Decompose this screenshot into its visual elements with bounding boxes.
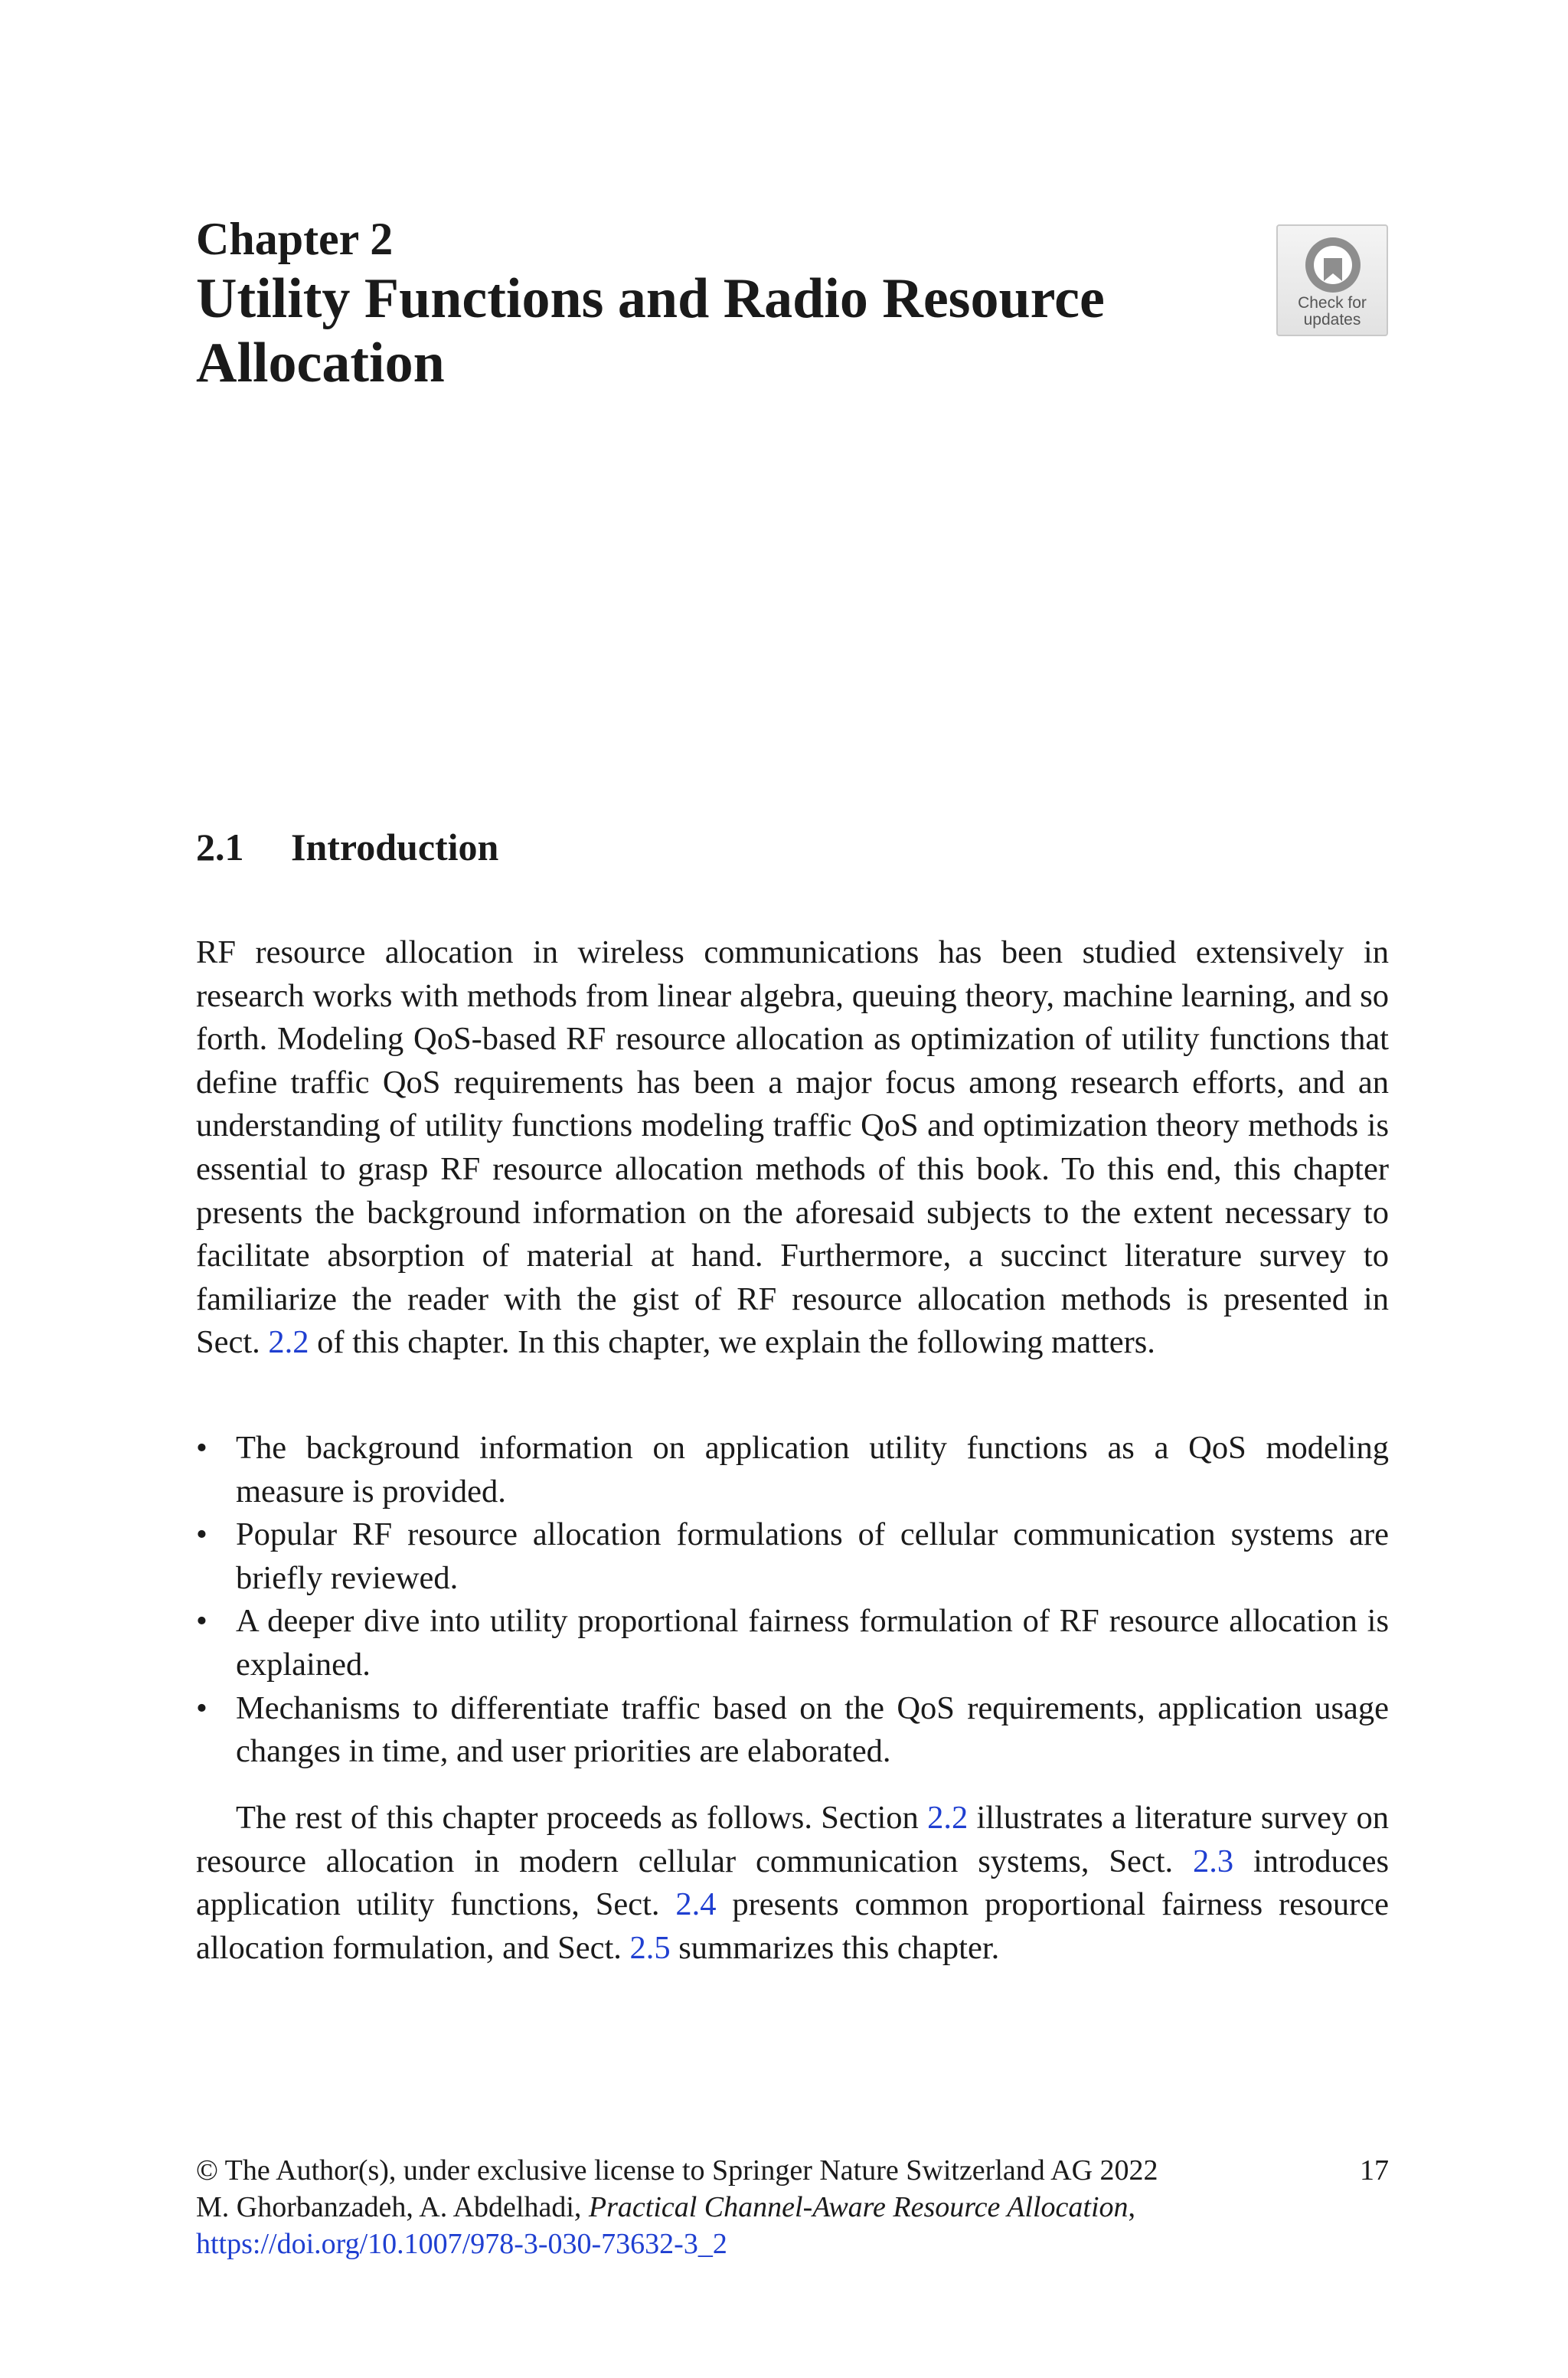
section-link-2-3[interactable]: 2.3 [1192,1843,1234,1879]
matters-list [196,1427,1389,1774]
chapter-title [196,267,1191,395]
doi-link[interactable]: https://doi.org/10.1007/978-3-030-73632-3_2 [196,2228,727,2260]
check-for-updates-icon [1303,235,1363,295]
citation-book-title: Practical Channel-Aware Resource Allocation [588,2191,1129,2223]
outline-text-2: illustrates a literature survey on resource allocation in modern cellular communication systems, Sect. [196,1800,1389,1879]
list-item-text: A deeper dive into utility proportional fairness formulation of RF resource allocation is explained. [236,1603,1389,1683]
chapter-title-line-2: Allocation [196,332,445,394]
badge-label-line-2: updates [1303,311,1361,329]
outline-text-1: The rest of this chapter proceeds as follows. Section [236,1800,928,1836]
intro-text-1: RF resource allocation in wireless communications has been studied extensively in research works with methods from linear algebra, queuing theory, machine learning, and so forth. Modeling QoS-based RF resource allocation as optimization of utility functions that define traffic QoS requirements has been a major focus among research efforts, and an understanding of utility functions modeling traffic QoS and optimization theory methods is essential to grasp RF resource allocation methods of this book. To this end, this chapter presents the background information on the aforesaid subjects to the extent necessary to facilitate absorption of material at hand. Furthermore, a succinct literature survey to familiarize the reader with the gist of RF resource allocation methods is presented in Sect. [196,934,1389,1361]
chapter-title-line-1: Utility Functions and Radio Resource [196,267,1105,330]
bullet-icon: • [196,1430,207,1466]
page-footer [196,2152,1389,2262]
outline-text-4: presents common proportional fairness resource allocation formulation, and Sect. [196,1886,1389,1966]
bullet-icon: • [196,1603,207,1640]
section-link-2-2[interactable]: 2.2 [927,1800,969,1836]
list-item [196,1687,1389,1774]
outline-paragraph [196,1797,1389,1970]
list-item-text: The background information on application utility functions as a QoS modeling measure is provided. [236,1430,1389,1510]
intro-paragraph [196,931,1389,1365]
section-link-2-2[interactable]: 2.2 [268,1324,309,1361]
check-for-updates-badge[interactable] [1276,224,1388,336]
bullet-icon: • [196,1516,207,1553]
copyright-line: © The Author(s), under exclusive license to Springer Nature Switzerland AG 2022 [196,2154,1158,2187]
citation-line [196,2189,1389,2226]
page-number: 17 [1360,2154,1389,2187]
bullet-icon: • [196,1689,207,1726]
section-heading [196,824,498,870]
badge-label-line-1: Check for [1298,294,1367,312]
list-item [196,1600,1389,1686]
section-link-2-5[interactable]: 2.5 [629,1929,671,1966]
list-item-text: Mechanisms to differentiate traffic based on the QoS requirements, application usage changes in time, and user priorities are elaborated. [236,1689,1389,1770]
badge-label [1278,295,1387,329]
section-title: Introduction [291,826,499,868]
chapter-label: Chapter 2 [196,214,394,264]
list-item-text: Popular RF resource allocation formulations of cellular communication systems are briefly reviewed. [236,1516,1389,1596]
list-item [196,1513,1389,1600]
list-item [196,1427,1389,1513]
outline-text-5: summarizes this chapter. [670,1929,1000,1966]
section-number: 2.1 [196,826,244,868]
citation-punctuation: , [1128,2191,1136,2223]
outline-text-3: introduces application utility functions, Sect. [196,1843,1389,1923]
chapter-heading [196,211,1191,395]
intro-text-2: of this chapter. In this chapter, we explain the following matters. [309,1324,1155,1361]
citation-authors: M. Ghorbanzadeh, A. Abdelhadi, [196,2191,589,2223]
section-link-2-4[interactable]: 2.4 [675,1886,717,1923]
